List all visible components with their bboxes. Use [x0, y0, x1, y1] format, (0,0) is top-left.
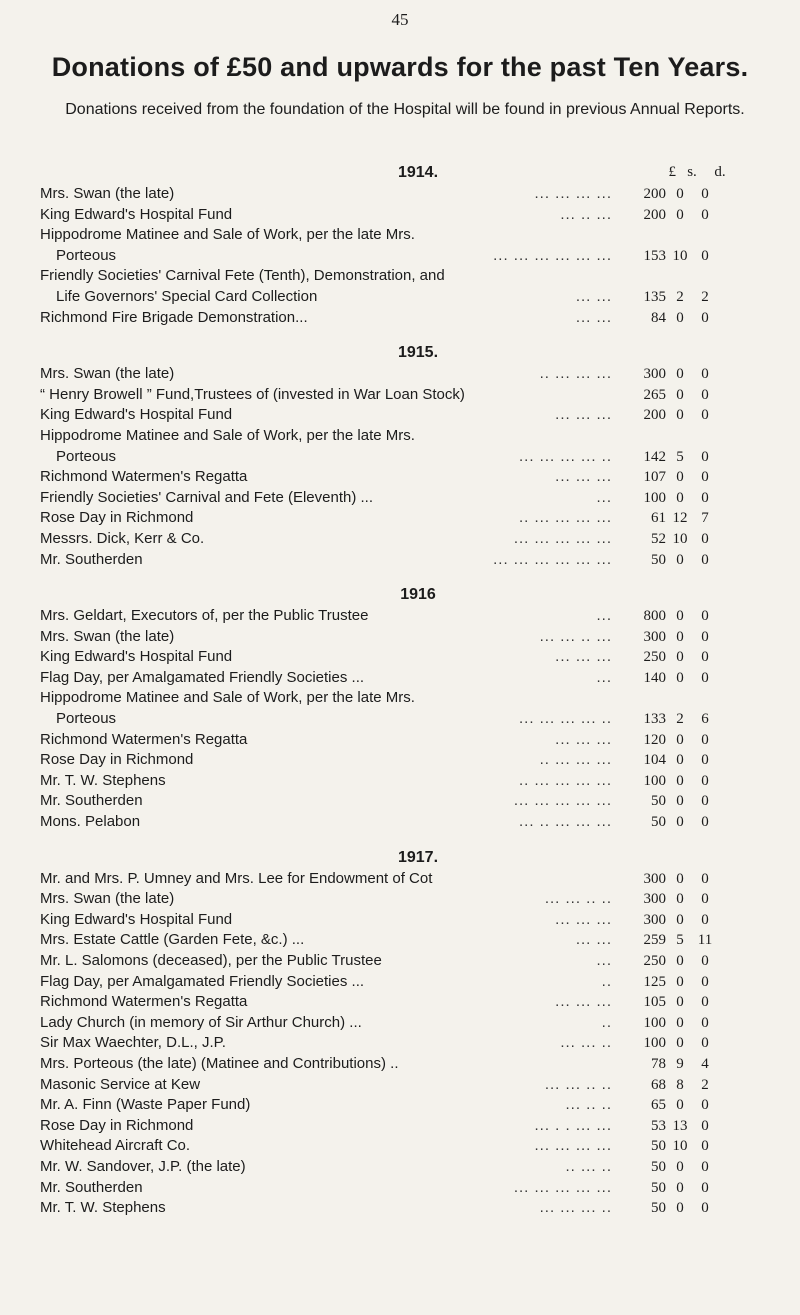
donation-row: [0, 791, 800, 812]
donation-row: [0, 1054, 800, 1075]
amount-pounds: 200: [643, 206, 666, 223]
donation-row: [0, 730, 800, 751]
amount-pence: 0: [701, 469, 709, 486]
leader-dots: ...: [596, 952, 612, 969]
amount-pounds: 200: [643, 407, 666, 424]
leader-dots: .. ... ... ... ...: [518, 771, 612, 789]
leader-dots: .. ... ... ...: [539, 365, 612, 383]
donor-name: Richmond Fire Brigade Demonstration...: [40, 308, 308, 326]
year-heading: 1915.: [397, 344, 439, 362]
donor-name: Hippodrome Matinee and Sale of Work, per the late Mrs.: [40, 226, 415, 244]
donor-name: Richmond Watermen's Regatta: [40, 730, 248, 748]
leader-dots: .. ... ... ...: [539, 751, 612, 769]
donor-name: Rose Day in Richmond: [40, 1116, 194, 1134]
donor-name: Masonic Service at Kew: [40, 1075, 201, 1093]
donation-row: [0, 1178, 800, 1199]
donation-row: [0, 750, 800, 771]
amount-pence: 2: [701, 1076, 709, 1093]
donor-name: Mrs. Swan (the late): [40, 365, 175, 383]
year-heading: 1914.: [397, 164, 439, 181]
amount-pounds: 53: [651, 1117, 666, 1134]
donation-row: [0, 951, 800, 972]
donor-name: Mr. T. W. Stephens: [40, 771, 166, 789]
donation-row: [0, 488, 800, 509]
amount-pence: 0: [701, 994, 709, 1011]
amount-pence: 0: [701, 386, 709, 403]
amount-shillings: 0: [676, 731, 684, 748]
amount-shillings: 10: [672, 1138, 688, 1155]
amount-pence: 0: [701, 366, 709, 383]
amount-shillings: 8: [676, 1076, 684, 1093]
leader-dots: ... ... ...: [555, 406, 612, 424]
donation-row: [0, 606, 800, 627]
donation-row: [0, 205, 800, 226]
donation-row: [0, 972, 800, 993]
donation-row: [0, 889, 800, 910]
amount-shillings: 0: [676, 206, 684, 223]
leader-dots: .. ... ..: [565, 1157, 612, 1175]
amount-pence: 0: [701, 793, 709, 810]
amount-pounds: 104: [643, 752, 666, 769]
donation-row: [0, 869, 800, 890]
amount-pounds: 250: [643, 953, 666, 969]
donation-row: [0, 308, 800, 329]
leader-dots: ... ... .. ...: [539, 627, 612, 645]
donor-name: Rose Day in Richmond: [40, 509, 194, 527]
amount-pence: 0: [701, 1200, 709, 1217]
currency-header: [636, 164, 732, 186]
amount-shillings: 0: [676, 186, 684, 202]
amount-pounds: 65: [651, 1097, 666, 1114]
donation-row: [0, 184, 800, 205]
donation-row: [0, 246, 800, 267]
leader-dots: ... ...: [575, 287, 612, 305]
leader-dots: ...: [596, 668, 612, 686]
donation-row: [0, 812, 800, 833]
donor-name: King Edward's Hospital Fund: [40, 205, 233, 223]
amount-pounds: 125: [643, 973, 666, 990]
amount-pounds: 50: [651, 1200, 666, 1217]
amount-shillings: 0: [676, 1179, 684, 1196]
amount-pence: 0: [701, 628, 709, 645]
amount-pounds: 100: [643, 772, 666, 789]
amount-pounds: 68: [651, 1076, 666, 1093]
amount-pence: 0: [701, 870, 709, 887]
amount-shillings: 0: [676, 973, 684, 990]
amount-pounds: 78: [651, 1055, 666, 1072]
amount-shillings: 0: [676, 752, 684, 769]
leader-dots: ... ...: [575, 931, 612, 949]
amount-shillings: 0: [676, 1035, 684, 1052]
shillings-header: s.: [687, 164, 697, 180]
donation-row: [0, 266, 800, 287]
amount-pounds: 50: [651, 793, 666, 810]
amount-pence: 4: [701, 1055, 709, 1072]
donor-name: Porteous: [56, 710, 117, 728]
donor-name: Hippodrome Matinee and Sale of Work, per the late Mrs.: [40, 426, 415, 444]
amount-pounds: 50: [651, 814, 666, 831]
amount-pounds: 140: [643, 669, 666, 686]
amount-shillings: 0: [676, 386, 684, 403]
amount-pounds: 300: [643, 891, 666, 908]
amount-shillings: 0: [676, 1200, 684, 1217]
donation-row: [0, 627, 800, 648]
donations-list: [0, 162, 800, 1219]
amount-shillings: 0: [676, 366, 684, 383]
donation-row: [0, 467, 800, 488]
amount-shillings: 0: [676, 911, 684, 928]
amount-shillings: 0: [676, 953, 684, 969]
donation-row: [0, 287, 800, 308]
amount-shillings: 0: [676, 994, 684, 1011]
donor-name: Friendly Societies' Carnival Fete (Tenth), Demonstration, and: [40, 267, 445, 285]
donation-row: [0, 405, 800, 426]
amount-pounds: 50: [651, 551, 666, 568]
donor-name: Flag Day, per Amalgamated Friendly Societies ...: [40, 668, 365, 686]
amount-shillings: 10: [672, 530, 688, 547]
amount-pence: 0: [701, 1097, 709, 1114]
leader-dots: ... ... .. ..: [544, 890, 612, 908]
amount-pounds: 300: [643, 870, 666, 887]
amount-pounds: 142: [643, 448, 666, 465]
amount-pounds: 100: [643, 1035, 666, 1052]
donation-row: [0, 385, 800, 406]
amount-pounds: 105: [643, 994, 666, 1011]
year-heading: 1916: [400, 586, 436, 604]
amount-pence: 0: [701, 814, 709, 831]
pounds-header: £: [668, 164, 676, 180]
amount-pounds: 52: [651, 530, 666, 547]
leader-dots: ... ... ...: [555, 468, 612, 486]
amount-pounds: 300: [643, 911, 666, 928]
donor-name: Flag Day, per Amalgamated Friendly Societies ...: [40, 972, 365, 990]
donation-row: [0, 1116, 800, 1137]
amount-shillings: 0: [676, 649, 684, 666]
leader-dots: ... ... ..: [560, 1034, 612, 1052]
amount-pounds: 100: [643, 489, 666, 506]
donor-name: Porteous: [56, 447, 117, 465]
leader-dots: ... ... ... ... ... ...: [493, 550, 612, 568]
leader-dots: ... ... ... ... ... ...: [493, 246, 612, 264]
amount-pounds: 135: [643, 288, 666, 305]
leader-dots: ... ... ... ... ...: [513, 1178, 612, 1196]
leader-dots: ... ... ... ... ..: [518, 447, 612, 465]
amount-pence: 0: [701, 1117, 709, 1134]
leader-dots: ... ... ...: [555, 910, 612, 928]
amount-pence: 0: [701, 608, 709, 625]
amount-pence: 7: [701, 510, 709, 527]
donor-name: Messrs. Dick, Kerr & Co.: [40, 529, 205, 547]
amount-shillings: 0: [676, 628, 684, 645]
amount-shillings: 0: [676, 793, 684, 810]
pence-header: d.: [714, 164, 726, 180]
donor-name: Lady Church (in memory of Sir Arthur Church) ...: [40, 1013, 362, 1031]
amount-shillings: 10: [672, 247, 688, 264]
amount-shillings: 12: [672, 510, 688, 527]
donor-name: Mrs. Geldart, Executors of, per the Public Trustee: [40, 607, 369, 625]
amount-shillings: 0: [676, 489, 684, 506]
donation-row: [0, 1198, 800, 1219]
donation-row: [0, 550, 800, 571]
donation-row: [0, 1136, 800, 1157]
donation-row: [0, 1033, 800, 1054]
leader-dots: ... ... ... ...: [534, 1137, 612, 1155]
donation-row: [0, 910, 800, 931]
donation-row: [0, 647, 800, 668]
donor-name: Mr. Southerden: [40, 792, 143, 810]
donor-name: King Edward's Hospital Fund: [40, 406, 233, 424]
leader-dots: ... ... .. ..: [544, 1075, 612, 1093]
leader-dots: ... .. ..: [565, 1096, 612, 1114]
leader-dots: ... ... ... ..: [539, 1199, 612, 1217]
intro-text: Donations received from the foundation of the Hospital will be found in previous Annual Reports.: [65, 101, 745, 118]
amount-pence: 0: [701, 772, 709, 789]
donor-name: King Edward's Hospital Fund: [40, 910, 233, 928]
donor-name: Mr. W. Sandover, J.P. (the late): [40, 1157, 246, 1175]
amount-pounds: 84: [651, 309, 666, 326]
amount-pounds: 61: [651, 510, 666, 527]
amount-shillings: 9: [676, 1055, 684, 1072]
donation-row: [0, 1095, 800, 1116]
amount-pence: 0: [701, 911, 709, 928]
amount-pence: 0: [701, 1014, 709, 1031]
donor-name: Mrs. Swan (the late): [40, 185, 175, 202]
amount-pounds: 265: [643, 386, 666, 403]
leader-dots: ... ... ... ...: [534, 185, 612, 202]
donation-row: [0, 992, 800, 1013]
donor-name: Mr. T. W. Stephens: [40, 1199, 166, 1217]
amount-pence: 6: [701, 711, 709, 728]
amount-pounds: 300: [643, 366, 666, 383]
amount-shillings: 2: [676, 711, 684, 728]
amount-shillings: 0: [676, 1014, 684, 1031]
donor-name: Mr. Southerden: [40, 1178, 143, 1196]
amount-pence: 0: [701, 973, 709, 990]
amount-shillings: 2: [676, 288, 684, 305]
amount-pence: 0: [701, 1138, 709, 1155]
leader-dots: ... . . ... ...: [534, 1116, 612, 1134]
amount-shillings: 0: [676, 772, 684, 789]
leader-dots: ... ... ... ... ..: [518, 710, 612, 728]
donor-name: Mrs. Estate Cattle (Garden Fete, &c.) ...: [40, 931, 305, 949]
donor-name: Mr. A. Finn (Waste Paper Fund): [40, 1096, 251, 1114]
amount-pence: 0: [701, 186, 709, 202]
amount-shillings: 0: [676, 407, 684, 424]
amount-pence: 0: [701, 407, 709, 424]
leader-dots: ..: [601, 1013, 612, 1031]
donor-name: Sir Max Waechter, D.L., J.P.: [40, 1034, 226, 1052]
amount-pounds: 50: [651, 1179, 666, 1196]
section-gap: [0, 570, 800, 584]
donor-name: Life Governors' Special Card Collection: [56, 287, 318, 305]
donation-row: [0, 1157, 800, 1178]
amount-pounds: 50: [651, 1138, 666, 1155]
amount-pounds: 259: [643, 932, 666, 949]
amount-pounds: 100: [643, 1014, 666, 1031]
amount-shillings: 0: [676, 870, 684, 887]
leader-dots: ...: [596, 607, 612, 625]
donation-row: [0, 930, 800, 951]
amount-pence: 0: [701, 309, 709, 326]
donor-name: Mrs. Swan (the late): [40, 890, 175, 908]
leader-dots: ... ... ... ... ...: [513, 792, 612, 810]
donor-name: Mr. L. Salomons (deceased), per the Public Trustee: [40, 952, 382, 969]
amount-pence: 0: [701, 489, 709, 506]
amount-shillings: 0: [676, 814, 684, 831]
donation-row: [0, 1013, 800, 1034]
amount-pounds: 50: [651, 1158, 666, 1175]
amount-pounds: 250: [643, 649, 666, 666]
donor-name: Porteous: [56, 246, 117, 264]
donor-name: Hippodrome Matinee and Sale of Work, per the late Mrs.: [40, 689, 415, 707]
leader-dots: ..: [601, 972, 612, 990]
year-section: [0, 162, 800, 328]
amount-shillings: 0: [676, 891, 684, 908]
donor-name: Richmond Watermen's Regatta: [40, 993, 248, 1011]
donor-name: Friendly Societies' Carnival and Fete (Eleventh) ...: [40, 488, 374, 506]
donation-row: [0, 225, 800, 246]
amount-pence: 0: [701, 1158, 709, 1175]
amount-pounds: 200: [643, 186, 666, 202]
donation-row: [0, 508, 800, 529]
donor-name: Rose Day in Richmond: [40, 751, 194, 769]
donation-row: [0, 668, 800, 689]
donation-row: [0, 709, 800, 730]
amount-pence: 0: [701, 551, 709, 568]
amount-shillings: 5: [676, 932, 684, 949]
donor-name: Whitehead Aircraft Co.: [40, 1137, 191, 1155]
leader-dots: ... ... ... ... ...: [513, 529, 612, 547]
amount-pounds: 300: [643, 628, 666, 645]
page-title: Donations of £50 and upwards for the past Ten Years.: [51, 52, 749, 82]
amount-pence: 0: [701, 1035, 709, 1052]
donation-row: [0, 426, 800, 447]
amount-pence: 2: [701, 288, 709, 305]
donor-name: Mr. and Mrs. P. Umney and Mrs. Lee for Endowment of Cot: [40, 869, 433, 887]
donation-row: [0, 447, 800, 468]
donor-name: “ Henry Browell ” Fund,Trustees of (invested in War Loan Stock): [40, 385, 465, 403]
year-heading: 1917.: [397, 848, 439, 866]
amount-shillings: 0: [676, 551, 684, 568]
section-gap: [0, 328, 800, 342]
donor-name: Mr. Southerden: [40, 550, 143, 568]
donation-row: [0, 529, 800, 550]
amount-pounds: 153: [643, 247, 666, 264]
leader-dots: ... .. ... ... ...: [518, 813, 612, 831]
amount-shillings: 0: [676, 1097, 684, 1114]
amount-pounds: 133: [643, 711, 666, 728]
amount-pounds: 120: [643, 731, 666, 748]
leader-dots: ... ... ...: [555, 730, 612, 748]
donor-name: Richmond Watermen's Regatta: [40, 468, 248, 486]
amount-pence: 0: [701, 1179, 709, 1196]
leader-dots: ... ... ...: [555, 648, 612, 666]
amount-pence: 0: [701, 669, 709, 686]
leader-dots: ...: [596, 488, 612, 506]
donor-name: Mons. Pelabon: [40, 813, 141, 831]
amount-pounds: 800: [643, 608, 666, 625]
leader-dots: .. ... ... ... ...: [518, 509, 612, 527]
amount-pence: 0: [701, 448, 709, 465]
amount-shillings: 5: [676, 448, 684, 465]
donation-row: [0, 1075, 800, 1096]
donor-name: Mrs. Swan (the late): [40, 627, 175, 645]
amount-shillings: 0: [676, 469, 684, 486]
year-section: [0, 584, 800, 833]
section-gap: [0, 833, 800, 847]
year-section: [0, 342, 800, 570]
leader-dots: ... ...: [575, 308, 612, 326]
amount-pence: 0: [701, 752, 709, 769]
donation-row: [0, 771, 800, 792]
amount-shillings: 13: [672, 1117, 688, 1134]
year-section: [0, 847, 800, 1219]
amount-shillings: 0: [676, 669, 684, 686]
leader-dots: ... .. ...: [560, 205, 612, 223]
donation-row: [0, 364, 800, 385]
amount-pence: 0: [701, 649, 709, 666]
amount-pounds: 107: [643, 469, 666, 486]
donor-name: Mrs. Porteous (the late) (Matinee and Contributions) ..: [40, 1054, 399, 1072]
page-number: 45: [391, 10, 409, 29]
leader-dots: ... ... ...: [555, 993, 612, 1011]
amount-shillings: 0: [676, 1158, 684, 1175]
amount-shillings: 0: [676, 608, 684, 625]
amount-pence: 0: [701, 206, 709, 223]
donor-name: King Edward's Hospital Fund: [40, 648, 233, 666]
amount-pence: 0: [701, 891, 709, 908]
amount-pence: 0: [701, 953, 709, 969]
amount-shillings: 0: [676, 309, 684, 326]
amount-pence: 11: [697, 932, 713, 949]
amount-pence: 0: [701, 247, 709, 264]
amount-pence: 0: [701, 530, 709, 547]
amount-pence: 0: [701, 731, 709, 748]
donation-row: [0, 688, 800, 709]
